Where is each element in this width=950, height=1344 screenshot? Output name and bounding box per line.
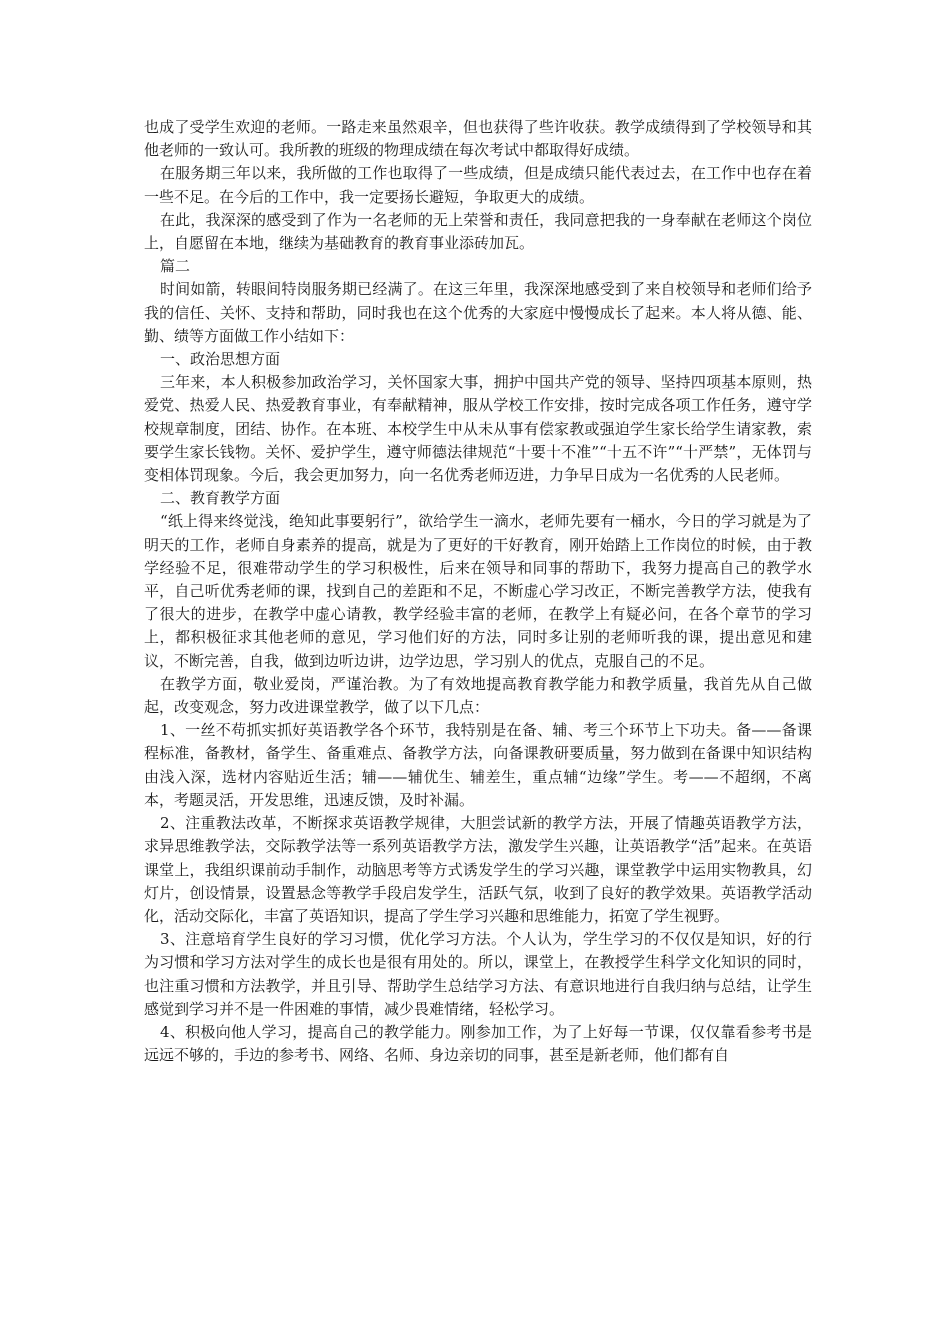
section-heading-part-two: 篇二 <box>160 257 191 276</box>
document-body <box>144 116 812 1067</box>
paragraph-teaching-approach: 在教学方面，敬业爱岗，严谨治教。为了有效地提高教育教学能力和教学质量，我首先从自己做起，改变观念，努力改进课堂教学，做了以下几点： <box>144 674 812 717</box>
section-heading-political: 一、政治思想方面 <box>160 350 281 369</box>
section-heading-teaching: 二、教育教学方面 <box>160 489 281 508</box>
list-item-2: 2、注重教法改革，不断探求英语教学规律，大胆尝试新的教学方法，开展了情趣英语教学方法，求异思维教学法，交际教学法等一系列英语教学方法，激发学生兴趣，让英语教学“活”起来。在英语课堂上，我组织课前动手制作，动脑思考等方式诱发学生的学习兴趣，课堂教学中运用实物教具，幻灯片，创设情景，设置悬念等教学手段启发学生，活跃气氛，收到了良好的教学效果。英语教学活动化，活动交际化，丰富了英语知识，提高了学生学习兴趣和思维能力，拓宽了学生视野。 <box>144 814 812 925</box>
list-item-1: 1、一丝不苟抓实抓好英语教学各个环节，我特别是在备、辅、考三个环节上下功夫。备——备课程标准，备教材，备学生、备重难点、备教学方法，向备课教研要质量，努力做到在备课中知识结构由浅入深，选材内容贴近生活；辅——辅优生、辅差生，重点辅“边缘”学生。考——不超纲，不离本，考题灵活，开发思维，迅速反馈，及时补漏。 <box>144 721 812 809</box>
list-item-4: 4、积极向他人学习，提高自己的教学能力。刚参加工作，为了上好每一节课，仅仅靠看参考书是远远不够的，手边的参考书、网络、名师、身边亲切的同事，甚至是新老师，他们都有自 <box>144 1022 812 1065</box>
paragraph-political: 三年来，本人积极参加政治学习，关怀国家大事，拥护中国共产党的领导、坚持四项基本原则，热爱党、热爱人民、热爱教育事业，有奉献精神，服从学校工作安排，按时完成各项工作任务，遵守学校规章制度，团结、协作。在本班、本校学生中从未从事有偿家教或强迫学生家长给学生请家教，索要学生家长钱物。关怀、爱护学生，遵守师德法律规范“十要十不准”“十五不许”“十严禁”，无体罚与变相体罚现象。今后，我会更加努力，向一名优秀老师迈进，力争早日成为一名优秀的人民老师。 <box>144 373 812 485</box>
paragraph-achievements: 在服务期三年以来，我所做的工作也取得了一些成绩，但是成绩只能代表过去，在工作中也存在着一些不足。在今后的工作中，我一定要扬长避短，争取更大的成绩。 <box>144 164 812 206</box>
paragraph-intro: 时间如箭，转眼间特岗服务期已经满了。在这三年里，我深深地感受到了来自校领导和老师们给予我的信任、关怀、支持和帮助，同时我也在这个优秀的大家庭中慢慢成长了起来。本人将从德、能、勤、绩等方面做工作小结如下： <box>144 280 812 345</box>
paragraph-learning: “纸上得来终觉浅，绝知此事要躬行”，欲给学生一滴水，老师先要有一桶水，今日的学习就是为了明天的工作，老师自身素养的提高，就是为了更好的干好教育，刚开始踏上工作岗位的时候，由于教学经验不足，很难带动学生的学习积极性，后来在领导和同事的帮助下，我努力提高自己的教学水平，自己听优秀老师的课，找到自己的差距和不足，不断虚心学习改正，不断完善教学方法，使我有了很大的进步，在教学中虚心请教，教学经验丰富的老师，在教学上有疑必问，在各个章节的学习上，都积极征求其他老师的意见，学习他们好的方法，同时多让别的老师听我的课，提出意见和建议，不断完善，自我，做到边听边讲，边学边思，学习别人的优点，克服自己的不足。 <box>144 512 812 670</box>
list-item-3: 3、注意培育学生良好的学习习惯，优化学习方法。个人认为，学生学习的不仅仅是知识，好的行为习惯和学习方法对学生的成长也是很有用处的。所以，课堂上，在教授学生科学文化知识的同时，也注重习惯和方法教学，并且引导、帮助学生总结学习方法、有意识地进行自我归纳与总结，让学生感觉到学习并不是一件困难的事情，减少畏难情绪，轻松学习。 <box>144 930 812 1018</box>
paragraph-continuation: 也成了受学生欢迎的老师。一路走来虽然艰辛，但也获得了些许收获。教学成绩得到了学校领导和其他老师的一致认可。我所教的班级的物理成绩在每次考试中都取得好成绩。 <box>144 118 812 160</box>
paragraph-commitment: 在此，我深深的感受到了作为一名老师的无上荣誉和责任，我同意把我的一身奉献在老师这个岗位上，自愿留在本地，继续为基础教育的教育事业添砖加瓦。 <box>144 210 812 253</box>
